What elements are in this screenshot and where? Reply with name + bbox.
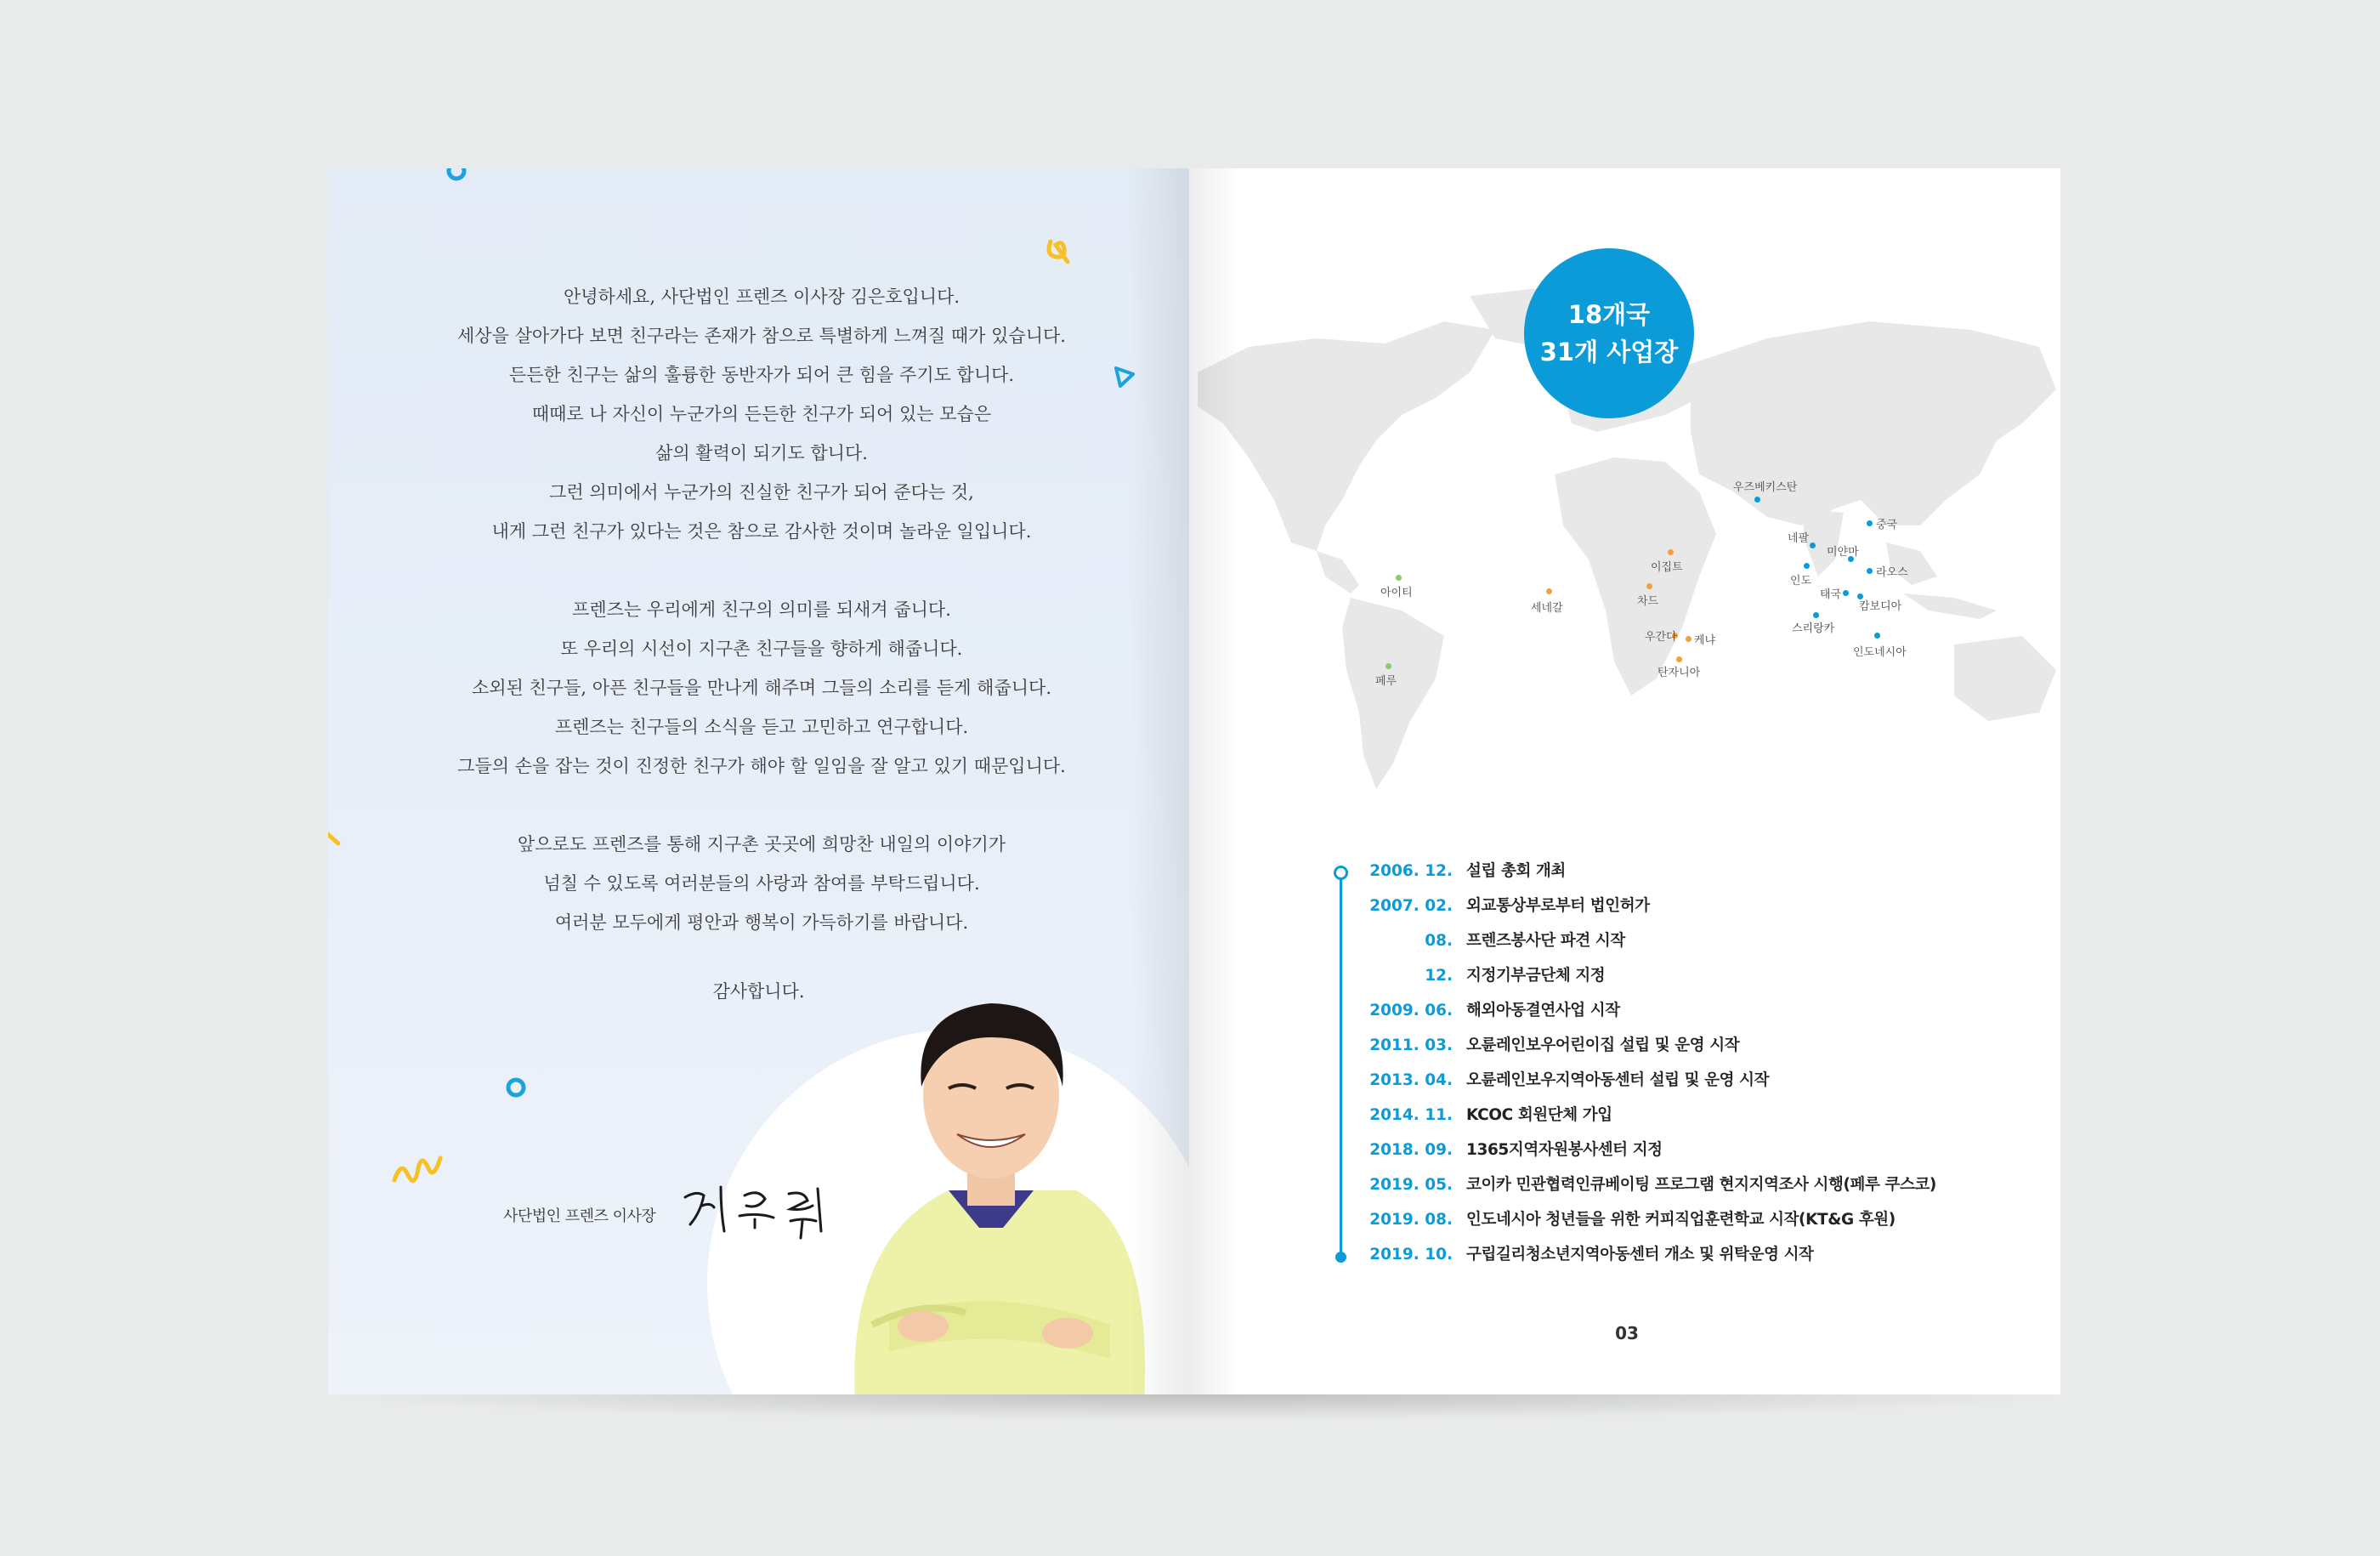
timeline-date: 2018. 09.: [1369, 1141, 1453, 1159]
timeline-date: 2006. 12.: [1369, 862, 1453, 880]
badge-sites: 31개 사업장: [1539, 338, 1679, 366]
map-marker: [1646, 583, 1652, 589]
timeline-row: [1357, 1173, 1936, 1207]
country-label: 페루: [1375, 675, 1397, 688]
booklet-spread: [328, 168, 2060, 1394]
badge-countries: 18개국: [1567, 300, 1651, 329]
letter-line: 안녕하세요, 사단법인 프렌즈 이사장 김은호입니다.: [563, 287, 960, 307]
map-marker: [1867, 568, 1873, 574]
right-page: [1189, 168, 2060, 1394]
timeline-date: 08.: [1425, 932, 1453, 950]
country-label: 캄보디아: [1859, 600, 1902, 613]
left-page: [328, 168, 1189, 1394]
letter-line: 세상을 살아가다 보면 친구라는 존재가 참으로 특별하게 느껴질 때가 있습니다.: [457, 326, 1066, 346]
country-label: 라오스: [1876, 566, 1908, 579]
country-label: 인도네시아: [1853, 646, 1907, 659]
timeline-row: [1357, 1068, 1769, 1102]
country-label: 이집트: [1651, 561, 1683, 574]
timeline-row: [1357, 1207, 1896, 1241]
letter-line: 든든한 친구는 삶의 훌륭한 동반자가 되어 큰 힘을 주기도 합니다.: [508, 365, 1015, 385]
country-label: 차드: [1637, 595, 1659, 608]
timeline-row: [1357, 1138, 1663, 1172]
country-label: 우간다: [1645, 631, 1677, 644]
timeline-event: 외교통상부로부터 법인허가: [1466, 897, 1650, 915]
timeline-row: [1357, 1103, 1612, 1137]
timeline-line: [1340, 872, 1342, 1257]
map-marker: [1676, 656, 1682, 662]
map-marker: [1843, 590, 1849, 596]
timeline-row: [1357, 963, 1605, 997]
handwritten-signature: [677, 1172, 838, 1240]
timeline-start-marker: [1334, 866, 1348, 880]
map-marker: [1396, 575, 1402, 581]
letter-line: 그런 의미에서 누군가의 진실한 친구가 되어 준다는 것,: [549, 482, 974, 503]
timeline-event: 해외아동결연사업 시작: [1466, 1002, 1620, 1019]
timeline-event: 오륜레인보우지역아동센터 설립 및 운영 시작: [1466, 1071, 1770, 1089]
country-label: 세네갈: [1531, 602, 1563, 615]
country-label: 중국: [1876, 519, 1898, 531]
timeline-date: 2019. 05.: [1369, 1176, 1453, 1194]
letter-line: 때때로 나 자신이 누군가의 든든한 친구가 되어 있는 모습은: [531, 404, 992, 424]
chairman-portrait: [821, 959, 1161, 1394]
letter-line: 여러분 모두에게 평안과 행복이 가득하기를 바랍니다.: [554, 912, 969, 933]
timeline-date: 12.: [1425, 967, 1453, 985]
country-label: 우즈베키스탄: [1733, 481, 1798, 494]
timeline-event: 설립 총회 개최: [1466, 862, 1566, 880]
country-label: 아이티: [1380, 587, 1413, 599]
timeline-row: [1357, 928, 1625, 963]
letter-line: 소외된 친구들, 아픈 친구들을 만나게 해주며 그들의 소리를 듣게 해줍니다.: [471, 678, 1051, 698]
timeline-event: 1365지역자원봉사센터 지정: [1466, 1141, 1663, 1159]
timeline-event: 프렌즈봉사단 파견 시작: [1466, 932, 1625, 950]
map-marker: [1874, 633, 1880, 639]
country-label: 탄자니아: [1658, 667, 1701, 679]
timeline-event: 지정기부금단체 지정: [1466, 967, 1606, 985]
timeline-date: 2019. 08.: [1369, 1211, 1453, 1229]
map-marker: [1867, 520, 1873, 526]
country-label: 케냐: [1694, 634, 1716, 647]
circle-confetti-icon: [503, 1075, 529, 1100]
timeline-row: [1357, 998, 1620, 1032]
circle-confetti-icon: [444, 168, 469, 185]
country-label: 태국: [1820, 588, 1842, 601]
letter-closing: 감사합니다.: [712, 981, 805, 1002]
country-label: 네팔: [1788, 532, 1810, 545]
map-marker: [1804, 563, 1810, 569]
map-marker: [1686, 636, 1692, 642]
greeting-letter: [379, 277, 1144, 942]
dash-confetti-icon: [328, 828, 347, 850]
letter-line: 삶의 활력이 되기도 합니다.: [655, 443, 868, 463]
squiggle-confetti-icon: [1044, 236, 1074, 267]
timeline-row: [1357, 894, 1650, 928]
country-count-badge: [1524, 248, 1694, 418]
country-label: 인도: [1790, 575, 1812, 588]
timeline-event: 구립길리청소년지역아동센터 개소 및 위탁운영 시작: [1466, 1246, 1814, 1264]
letter-line: 또 우리의 시선이 지구촌 친구들을 향하게 해줍니다.: [560, 639, 963, 659]
signature-title: 사단법인 프렌즈 이사장: [503, 1207, 656, 1225]
map-marker: [1813, 612, 1819, 618]
map-marker: [1754, 497, 1760, 503]
map-marker: [1546, 588, 1552, 594]
letter-line: 앞으로도 프렌즈를 통해 지구촌 곳곳에 희망찬 내일의 이야기가: [517, 834, 1006, 855]
letter-line: 프렌즈는 우리에게 친구의 의미를 되새겨 줍니다.: [572, 599, 951, 620]
letter-line: 그들의 손을 잡는 것이 진정한 친구가 해야 할 일임을 잘 알고 있기 때문입니다.: [457, 756, 1066, 776]
map-marker: [1386, 663, 1391, 669]
timeline-date: 2009. 06.: [1369, 1002, 1453, 1019]
country-label: 스리랑카: [1792, 622, 1835, 635]
timeline-event: 코이카 민관협력인큐베이팅 프로그램 현지지역조사 시행(페루 쿠스코): [1466, 1176, 1936, 1194]
timeline-date: 2011. 03.: [1369, 1036, 1453, 1054]
timeline-date: 2019. 10.: [1369, 1246, 1453, 1264]
timeline-event: KCOC 회원단체 가입: [1466, 1106, 1612, 1124]
map-marker: [1668, 549, 1674, 555]
timeline-event: 오륜레인보우어린이집 설립 및 운영 시작: [1466, 1036, 1740, 1054]
timeline-end-marker: [1335, 1252, 1346, 1263]
page-number: 03: [1615, 1323, 1639, 1343]
timeline-row: [1357, 1242, 1814, 1276]
timeline-date: 2014. 11.: [1369, 1106, 1453, 1124]
timeline-row: [1357, 859, 1566, 893]
timeline-date: 2007. 02.: [1369, 897, 1453, 915]
map-marker: [1810, 542, 1816, 548]
swirl-confetti-icon: [389, 1146, 449, 1190]
country-label: 미얀마: [1827, 546, 1859, 559]
timeline-event: 인도네시아 청년들을 위한 커피직업훈련학교 시작(KT&G 후원): [1466, 1211, 1896, 1229]
letter-line: 프렌즈는 친구들의 소식을 듣고 고민하고 연구합니다.: [554, 717, 969, 737]
letter-line: 넘칠 수 있도록 여러분들의 사랑과 참여를 부탁드립니다.: [543, 873, 980, 894]
timeline-date: 2013. 04.: [1369, 1071, 1453, 1089]
letter-line: 내게 그런 친구가 있다는 것은 참으로 감사한 것이며 놀라운 일입니다.: [491, 521, 1032, 542]
timeline-row: [1357, 1033, 1739, 1067]
